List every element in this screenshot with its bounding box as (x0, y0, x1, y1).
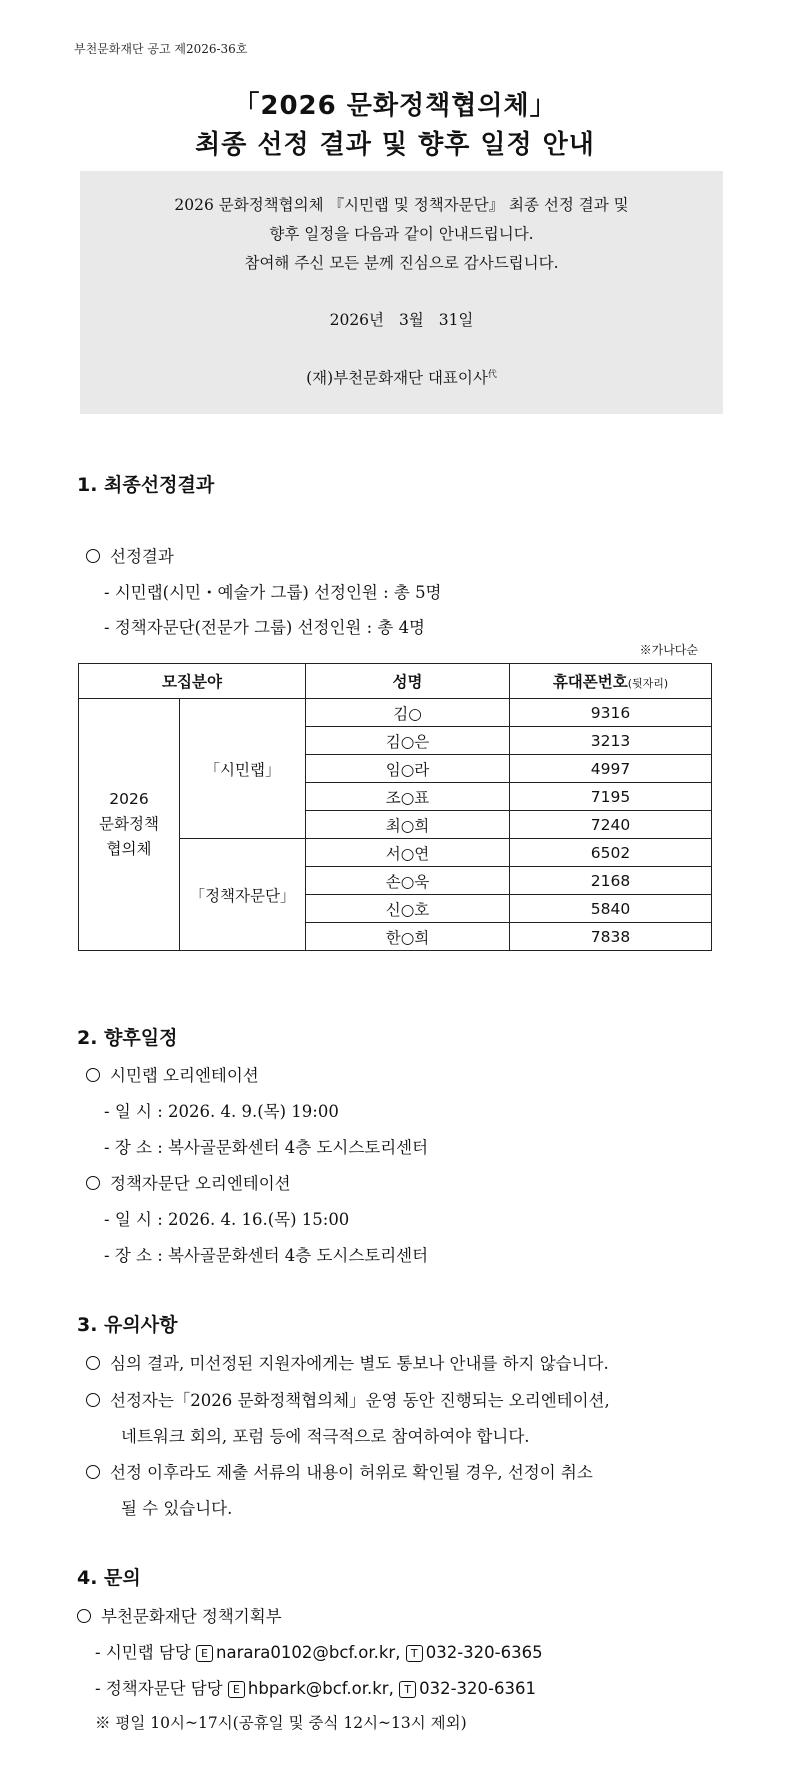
section3-note1-text: 심의 결과, 미선정된 지원자에게는 별도 통보나 안내를 하지 않습니다. (110, 1354, 609, 1373)
section2-item1 (86, 1062, 259, 1086)
section1-heading: 1. 최종선정결과 (77, 474, 215, 496)
name-cell: 최○희 (306, 811, 510, 839)
contact2-label: - 정책자문단 담당 (95, 1679, 223, 1698)
header-phone (510, 664, 712, 699)
section4-heading: 4. 문의 (77, 1567, 141, 1589)
section3-note2 (86, 1387, 610, 1411)
name-cell: 임○라 (306, 755, 510, 783)
section3-note1 (86, 1350, 609, 1374)
email-icon: E (196, 1645, 213, 1662)
intro-signature (80, 366, 723, 388)
section3-note2-cont: 네트워크 회의, 포럼 등에 적극적으로 참여하여야 합니다. (121, 1427, 530, 1446)
group-cell (79, 699, 180, 951)
circle-bullet-icon (86, 1068, 100, 1082)
section1-line-1: - 시민랩(시민・예술가 그룹) 선정인원 : 총 5명 (104, 583, 442, 602)
name-cell: 손○욱 (306, 867, 510, 895)
group-label-3: 협의체 (106, 840, 152, 858)
header-name: 성명 (306, 664, 510, 699)
phone-cell: 7838 (510, 923, 712, 951)
page-title-line1: 「2026 문화정책협의체」 (233, 91, 557, 121)
section3-note2-text: 선정자는「2026 문화정책협의체」운영 동안 진행되는 오리엔테이션, (110, 1391, 610, 1410)
email-icon: E (228, 1681, 245, 1698)
contact-policy-advisory (95, 1675, 536, 1699)
sub-group-citizen-lab: 「시민랩」 (180, 699, 306, 839)
sort-note: ※가나다순 (639, 643, 698, 657)
header-phone-suffix: (뒷자리) (627, 677, 669, 690)
phone-cell: 3213 (510, 727, 712, 755)
section3-note3-cont: 될 수 있습니다. (121, 1499, 233, 1518)
section4-dept (77, 1603, 282, 1627)
contact1-email[interactable]: narara0102@bcf.or.kr, (216, 1643, 401, 1662)
section2-item1-place: - 장 소 : 복사골문화센터 4층 도시스토리센터 (104, 1138, 429, 1157)
section2-item2-place: - 장 소 : 복사골문화센터 4층 도시스토리센터 (104, 1246, 429, 1265)
section2-item2-date: - 일 시 : 2026. 4. 16.(목) 15:00 (104, 1210, 350, 1229)
name-cell: 김○ (306, 699, 510, 727)
phone-icon: T (406, 1645, 423, 1662)
circle-bullet-icon (86, 549, 100, 563)
section2-heading: 2. 향후일정 (77, 1027, 178, 1049)
header-field: 모집분야 (79, 664, 306, 699)
section2-item1-label: 시민랩 오리엔테이션 (110, 1066, 259, 1085)
phone-cell: 4997 (510, 755, 712, 783)
section3-note3 (86, 1459, 593, 1483)
name-cell: 조○표 (306, 783, 510, 811)
intro-line-2: 향후 일정을 다음과 같이 안내드립니다. (269, 225, 534, 243)
signature-suffix: 代 (487, 369, 497, 380)
section3-note3-text: 선정 이후라도 제출 서류의 내용이 허위로 확인될 경우, 선정이 취소 (110, 1463, 593, 1482)
group-label-2: 문화정책 (99, 815, 159, 833)
name-cell: 서○연 (306, 839, 510, 867)
section1-item (86, 543, 174, 567)
section3-heading: 3. 유의사항 (77, 1314, 178, 1336)
sub-group-policy-advisory: 「정책자문단」 (180, 839, 306, 951)
contact1-tel[interactable]: 032-320-6365 (425, 1643, 543, 1662)
page-title-line2: 최종 선정 결과 및 향후 일정 안내 (195, 130, 595, 160)
intro-box (80, 171, 723, 414)
table-row (79, 699, 712, 727)
header-phone-label: 휴대폰번호 (552, 673, 628, 691)
phone-cell: 5840 (510, 895, 712, 923)
name-cell: 김○은 (306, 727, 510, 755)
phone-cell: 7195 (510, 783, 712, 811)
circle-bullet-icon (77, 1609, 91, 1623)
notice-number: 부천문화재단 공고 제2026-36호 (74, 42, 248, 56)
contact1-label: - 시민랩 담당 (95, 1643, 191, 1662)
phone-icon: T (399, 1681, 416, 1698)
name-cell: 한○희 (306, 923, 510, 951)
intro-line-1: 2026 문화정책협의체 『시민랩 및 정책자문단』 최종 선정 결과 및 (174, 196, 629, 214)
section2-item2-label: 정책자문단 오리엔테이션 (110, 1174, 291, 1193)
section1-item-label: 선정결과 (110, 547, 174, 566)
intro-line-3: 참여해 주신 모든 분께 진심으로 감사드립니다. (244, 254, 559, 272)
section4-dept-label: 부천문화재단 정책기획부 (101, 1607, 282, 1626)
office-hours: ※ 평일 10시~17시(공휴일 및 중식 12시~13시 제외) (95, 1714, 467, 1732)
contact-citizen-lab (95, 1639, 543, 1663)
section2-item1-date: - 일 시 : 2026. 4. 9.(목) 19:00 (104, 1102, 339, 1121)
circle-bullet-icon (86, 1465, 100, 1479)
phone-cell: 9316 (510, 699, 712, 727)
circle-bullet-icon (86, 1356, 100, 1370)
intro-date: 2026년 3월 31일 (329, 311, 474, 329)
phone-cell: 6502 (510, 839, 712, 867)
phone-cell: 2168 (510, 867, 712, 895)
section1-line-2: - 정책자문단(전문가 그룹) 선정인원 : 총 4명 (104, 618, 425, 637)
selection-table (78, 663, 712, 951)
contact2-email[interactable]: hbpark@bcf.or.kr, (247, 1679, 394, 1698)
table-header-row (79, 664, 712, 699)
name-cell: 신○호 (306, 895, 510, 923)
phone-cell: 7240 (510, 811, 712, 839)
section2-item2 (86, 1170, 291, 1194)
circle-bullet-icon (86, 1176, 100, 1190)
contact2-tel[interactable]: 032-320-6361 (419, 1679, 536, 1698)
signature-text: (재)부천문화재단 대표이사 (306, 369, 488, 387)
group-label-1: 2026 (109, 790, 149, 808)
circle-bullet-icon (86, 1393, 100, 1407)
